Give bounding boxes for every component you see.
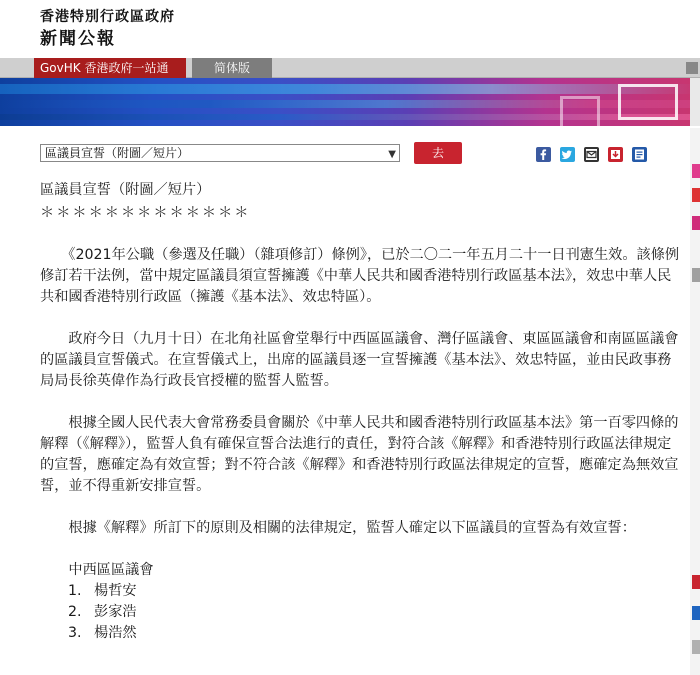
banner-stripe — [0, 84, 700, 94]
sidebar-thumbnail[interactable] — [692, 640, 700, 654]
print-icon[interactable] — [632, 147, 647, 162]
nav-corner-icon — [686, 62, 698, 74]
paragraph-text: 《2021年公職（參選及任職）（雜項修訂）條例》，已於二〇二一年五月二十一日刊憲生效。該條例修訂若干法例，當中規定區議員須宣誓擁護《中華人民共和國香港特別行政區基本法》，效忠中華人民共和國香港特別行政區（擁護《基本法》、效忠特區）。 — [40, 247, 680, 305]
simplified-chinese-link[interactable]: 简体版 — [192, 58, 272, 78]
list-item — [40, 602, 680, 623]
press-release-body — [40, 180, 680, 644]
banner-graphic — [0, 78, 700, 126]
paragraph-text: 根據全國人民代表大會常務委員會關於《中華人民共和國香港特別行政區基本法》第一百零四條的解釋（《解釋》），監誓人負有確保宣誓合法進行的責任，對符合該《解釋》和香港特別行政區法律規定的宣誓，應確定為有效宣誓；對不符合該《解釋》和香港特別行政區法律規定的宣誓，應確定為無效宣誓，並不得重新安排宣誓。 — [40, 415, 679, 494]
article-select-value: 區議員宣誓（附圖／短片） — [45, 146, 190, 160]
list-number: 2. — [68, 604, 82, 620]
title-separator: ＊＊＊＊＊＊＊＊＊＊＊＊＊ — [40, 205, 251, 221]
govhk-link[interactable]: GovHK 香港政府一站通 — [34, 58, 186, 78]
paragraph-text: 根據《解釋》所訂下的原則及相關的法律規定，監誓人確定以下區議員的宣誓為有效宣誓： — [68, 520, 636, 536]
paragraph-text: 政府今日（九月十日）在北角社區會堂舉行中西區區議會、灣仔區議會、東區區議會和南區區議會的區議員宣誓儀式。在宣誓儀式上，出席的區議員逐一宣誓擁護《基本法》、效忠特區，並由民政事務局局長徐英偉作為行政長官授權的監誓人監誓。 — [40, 331, 679, 389]
page-title[interactable]: 新聞公報 — [40, 29, 116, 49]
list-item — [40, 623, 680, 644]
banner-edge — [690, 78, 700, 126]
sidebar-thumbnail[interactable] — [692, 188, 700, 202]
go-button[interactable]: 去 — [414, 142, 462, 164]
download-icon[interactable] — [608, 147, 623, 162]
member-name: 彭家浩 — [94, 604, 137, 620]
article-paragraph — [40, 413, 680, 497]
email-icon[interactable] — [584, 147, 599, 162]
article-paragraph — [40, 329, 680, 392]
government-name: 香港特別行政區政府 — [40, 9, 175, 25]
twitter-icon[interactable] — [560, 147, 575, 162]
article-select[interactable] — [40, 144, 400, 162]
top-navbar — [0, 58, 700, 78]
article-paragraph — [40, 245, 680, 308]
banner-frame-shape — [618, 84, 678, 120]
banner-frame-shape — [560, 96, 600, 126]
sidebar-thumbnail[interactable] — [692, 606, 700, 620]
member-name: 楊哲安 — [94, 583, 137, 599]
district-council-heading — [40, 560, 680, 581]
district-council-name: 中西區區議會 — [68, 562, 154, 578]
facebook-icon[interactable] — [536, 147, 551, 162]
sidebar-thumbnail[interactable] — [692, 164, 700, 178]
sidebar-thumbnail[interactable] — [692, 268, 700, 282]
list-number: 1. — [68, 583, 82, 599]
masthead — [0, 0, 700, 58]
member-name: 楊浩然 — [94, 625, 137, 641]
sidebar-thumbnail[interactable] — [692, 575, 700, 589]
article-title: 區議員宣誓（附圖／短片） — [40, 182, 211, 198]
list-number: 3. — [68, 625, 82, 641]
article-toolbar — [0, 140, 700, 170]
right-sidebar-strip — [690, 128, 700, 675]
sidebar-thumbnail[interactable] — [692, 216, 700, 230]
article-paragraph — [40, 518, 680, 539]
chevron-down-icon[interactable]: ▼ — [388, 149, 396, 160]
list-item — [40, 581, 680, 602]
